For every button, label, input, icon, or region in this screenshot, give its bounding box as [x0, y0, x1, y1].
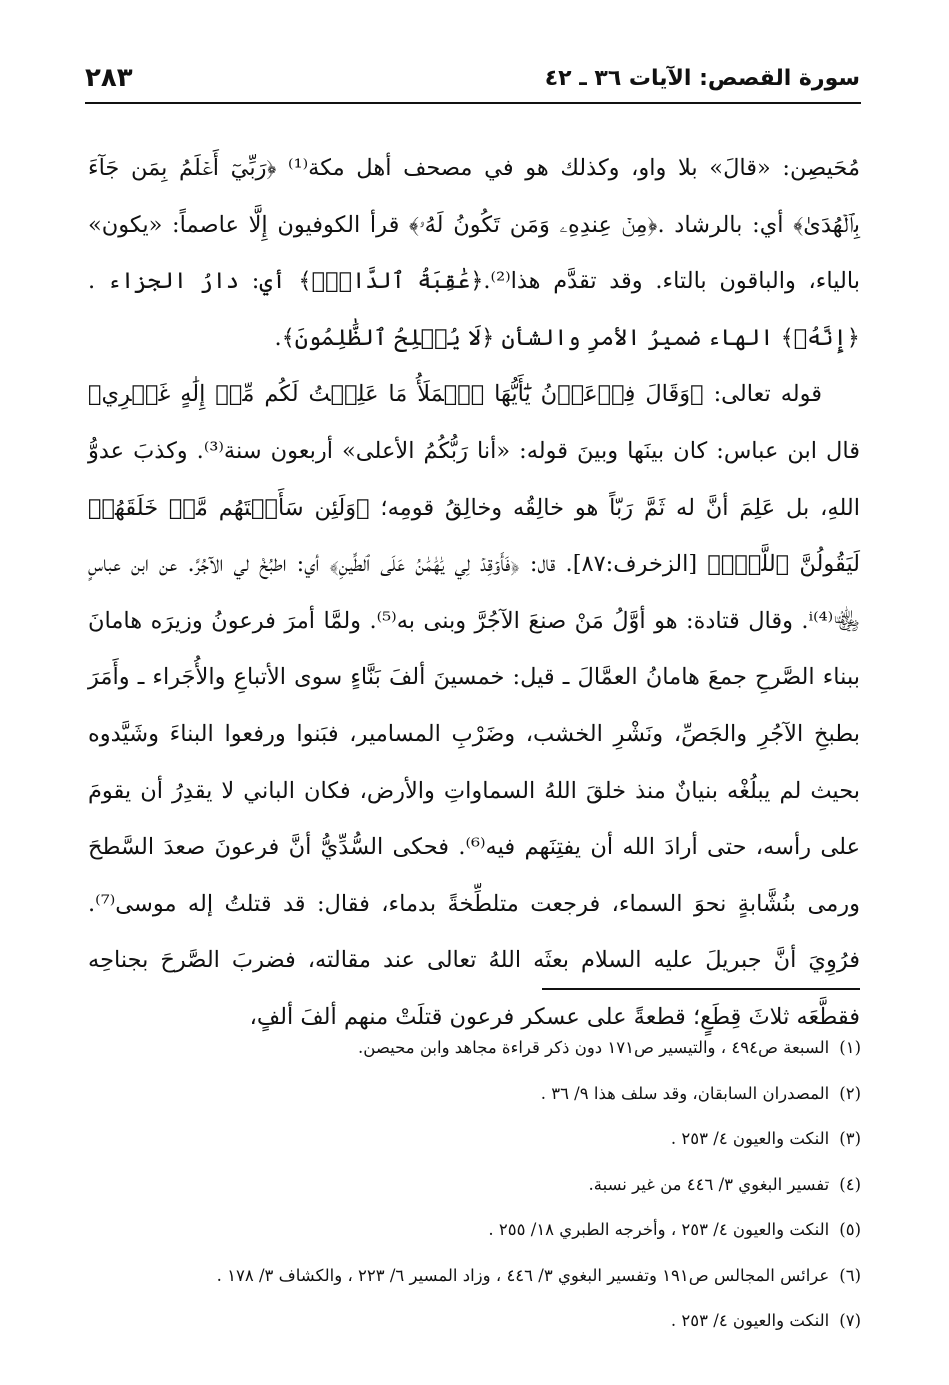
header-rule [85, 102, 861, 104]
footnote [95, 1207, 861, 1253]
footnote [95, 1253, 861, 1299]
footnote-number: (٧) [839, 1311, 861, 1330]
footnote-text: السبعة ص٤٩٤ ، والتيسير ص١٧١ دون ذكر قراءة مجاهد وابن محيصن. [358, 1038, 830, 1057]
footnote-text: النكت والعيون ٤/ ٢٥٣ . [670, 1311, 830, 1330]
main-text [88, 140, 860, 1046]
footnote-number: (٢) [839, 1083, 861, 1103]
page-number: ٢٨٣ [85, 63, 133, 93]
paragraph: مُحَيصِن: «قالَ» بلا واو، وكذلك هو في مصحف أهل مكة⁽¹⁾ ﴿رَبِّيٓ أَعۡلَمُ بِمَن جَآءَ بِٱلۡهُدَىٰ﴾ أي: بالرشاد .﴿مِنۡ عِندِهِۦ وَمَن تَكُونُ لَهُۥ﴾ قرأ الكوفيون إِلَّا عاصماً: «يكون» بالياء، والباقون بالتاء. وقد تقدَّم هذا⁽²⁾.﴿عَٰقِبَةُ ٱلدَّارِۚ﴾ أي: دارُ الجزاء .﴿إِنَّهُۥ﴾ الهاء ضميرُ الأمرِ والشأن ﴿لَا يُفۡلِحُ ٱلظَّٰلِمُونَ﴾. [88, 155, 861, 351]
footnote-text: النكت والعيون ٤/ ٢٥٣ ، وأخرجه الطبري ١٨/ ٢٥٥ . [488, 1220, 830, 1239]
footnote [95, 1071, 861, 1117]
footnotes [95, 1025, 861, 1344]
footnote-text: النكت والعيون ٤/ ٢٥٣ . [670, 1129, 830, 1148]
footnote [95, 1298, 861, 1344]
footnote [95, 1116, 861, 1162]
footnote-text: عرائس المجالس ص١٩١ وتفسير البغوي ٣/ ٤٤٦ ، وزاد المسير ٦/ ٢٢٣ ، والكشاف ٣/ ١٧٨ . [216, 1265, 830, 1285]
paragraph: قوله تعالى: ﴿وَقَالَ فِرۡعَوۡنُ يَٰٓأَيُّهَا ٱلۡمَلَأُ مَا عَلِمۡتُ لَكُم مِّنۡ إِلَٰهٍ غَيۡرِي﴾ قال ابن عباس: كان بينَها وبينَ قوله: «أنا رَبُّكُمُ الأعلى» أربعون سنة⁽³⁾. وكذبَ عدوُّ اللهِ، بل عَلِمَ أنَّ له ثَمَّ رَبّاً هو خالِقُه وخالِقُ قومِه؛ ﴿وَلَئِن سَأَلۡتَهُم مَّنۡ خَلَقَهُمۡ لَيَقُولُنَّ ٱللَّهُۖ﴾ [الزخرف:٨٧]. قال: ﴿فَأَوۡقِدۡ لِي يَٰهَٰمَٰنُ عَلَى ٱلطِّينِ﴾ أي: اطبُخْ لي الآجُرَّ. عن ابن عباسٍ ﵄ⁱ⁽⁴⁾. وقال قتادة: هو أوَّلُ مَنْ صنعَ الآجُرَّ وبنى به⁽⁵⁾. ولمَّا أمرَ فرعونُ وزيرَه هامانَ ببناء الصَّرحِ جمعَ هامانُ العمَّالَ ـ قيل: خمسينَ ألفَ بَنَّاءٍ سوى الأتباعِ والأُجَراء ـ وأَمَرَ بطبخِ الآجُرِ والجَصِّ، ونَشْرِ الخشب، وضَرْبِ المسامير، فبَنوا ورفعوا البناءَ وشَيَّدوه بحيث لم يبلُغْه بنيانٌ منذ خلقَ اللهُ السماواتِ والأرض، فكان الباني لا يقدِرُ أن يقومَ على رأسه، حتى أرادَ الله أن يفتِنَهم فيه⁽⁶⁾. فحكى السُّدِّيُّ أنَّ فرعونَ صعدَ السَّطحَ ورمى بنُشَّابةٍ نحوَ السماء، فرجعت متلطِّخةً بدماء، فقال: قد قتلتُ إله موسى⁽⁷⁾. فرُوِيَ أنَّ جبريلَ عليه السلام بعثَه اللهُ تعالى عند مقالته، فضربَ الصَّرحَ بجناحِه فقطَّعَه ثلاثَ قِطَعٍ؛ قطعةً على عسكر فرعون قتلَتْ منهم ألفَ ألفٍ، [88, 381, 860, 1030]
footnote-number: (٤) [839, 1174, 861, 1194]
page-header [85, 56, 860, 100]
footnote [95, 1162, 861, 1208]
footnote-separator [542, 988, 860, 990]
footnote-text: تفسير البغوي ٣/ ٤٤٦ من غير نسبة. [588, 1174, 830, 1194]
footnote-number: (٥) [839, 1220, 861, 1239]
running-title: سورة القصص: الآيات ٣٦ ـ ٤٢ [544, 65, 860, 91]
footnote-text: المصدران السابقان، وقد سلف هذا ٩/ ٣٦ . [540, 1083, 830, 1103]
footnote-number: (١) [839, 1038, 861, 1057]
footnote [95, 1025, 861, 1071]
footnote-number: (٣) [839, 1129, 861, 1148]
footnote-number: (٦) [839, 1265, 861, 1285]
